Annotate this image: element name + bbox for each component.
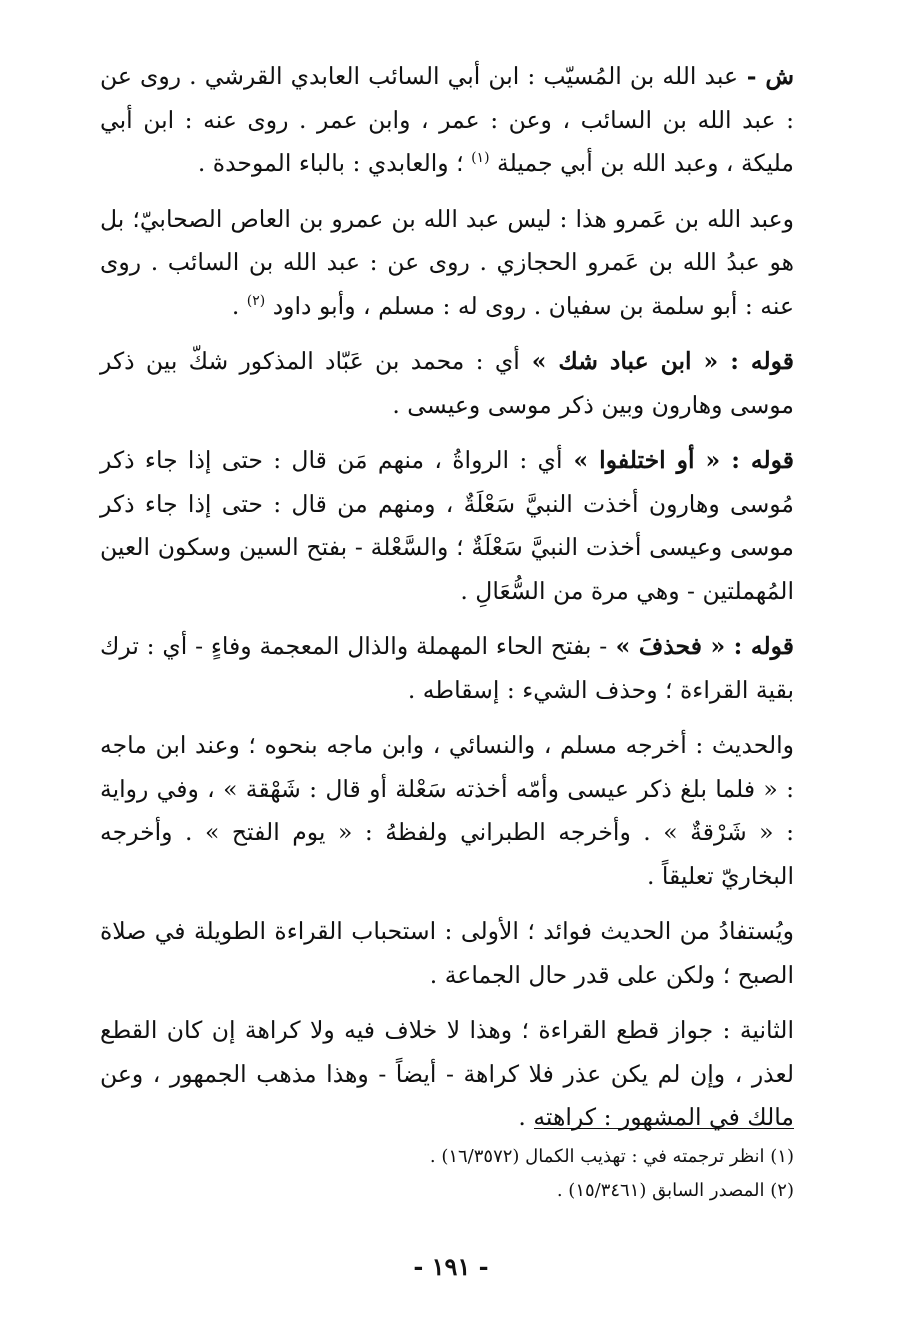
paragraph-lead: قوله : « أو اختلفوا » xyxy=(562,446,794,474)
footnote-2: (٢) المصدر السابق (١٥/٣٤٦١) . xyxy=(556,1180,794,1201)
main-text xyxy=(100,55,794,1152)
paragraph-lead: قوله : « فحذفَ » xyxy=(607,632,794,660)
paragraph-1 xyxy=(100,55,794,186)
paragraph-2 xyxy=(100,198,794,329)
paragraph-7 xyxy=(100,910,794,997)
paragraph-5 xyxy=(100,625,794,712)
footnote-ref: (١) xyxy=(471,150,490,167)
footnote-ref: (٢) xyxy=(246,292,266,309)
paragraph-text: ويُستفادُ من الحديث فوائد ؛ الأولى : استحباب القراءة الطويلة في صلاة الصبح ؛ ولكن على قدر حال الجماعة . xyxy=(100,917,794,989)
paragraph-text: والحديث : أخرجه مسلم ، والنسائي ، وابن ماجه بنحوه ؛ وعند ابن ماجه : « فلما بلغ ذكر عيسى وأمّه أخذته سَعْلة أو قال : شَهْقة » ، وفي رواية : « شَرْقةٌ » . وأخرجه الطبراني ولفظهُ : « يوم الفتح » . وأخرجه البخاريّ تعليقاً . xyxy=(100,731,794,890)
paragraph-text-tail: . xyxy=(231,291,247,320)
page-number: - ١٩١ - xyxy=(413,1252,489,1281)
paragraph-text-tail: ؛ والعابدي : بالباء الموحدة . xyxy=(197,149,472,177)
paragraph-lead: قوله : « ابن عباد شك » xyxy=(519,347,794,375)
paragraph-text: وعبد الله بن عَمرو هذا : ليس عبد الله بن عمرو بن العاص الصحابيّ؛ بل هو عبدُ الله بن عَمرو الحجازي . روى عن : عبد الله بن السائب . روى عنه : أبو سلمة بن سفيان . روى له : مسلم ، وأبو داود xyxy=(100,204,794,320)
paragraph-text: عبد الله بن المُسيّب : ابن أبي السائب العابدي القرشي . روى عن : عبد الله بن السائب ، وعن : عمر ، وابن عمر . روى عنه : ابن أبي مليكة ، وعبد الله بن أبي جميلة xyxy=(100,62,794,177)
footnote-divider xyxy=(534,1128,794,1129)
footnote-1: (١) انظر ترجمته في : تهذيب الكمال (١٦/٣٥٧٢) . xyxy=(429,1146,794,1167)
paragraph-text: - بفتح الحاء المهملة والذال المعجمة وفاءٍ - أي : ترك بقية القراءة ؛ وحذف الشيء : إسقاطه . xyxy=(100,632,794,704)
paragraph-text: الثانية : جواز قطع القراءة ؛ وهذا لا خلاف فيه ولا كراهة إن كان القطع لعذر ، وإن لم يكن عذر فلا كراهة - أيضاً - وهذا مذهب الجمهور ، وعن مالك في المشهور : كراهته . xyxy=(100,1016,794,1131)
paragraph-lead: ش - xyxy=(737,62,794,90)
footnotes xyxy=(300,1140,794,1208)
paragraph-8 xyxy=(100,1009,794,1140)
paragraph-4 xyxy=(100,439,794,613)
paragraph-text: أي : محمد بن عَبّاد المذكور شكّ بين ذكر موسى وهارون وبين ذكر موسى وعيسى . xyxy=(100,347,794,419)
paragraph-6 xyxy=(100,724,794,898)
paragraph-3 xyxy=(100,340,794,427)
paragraph-text: أي : الرواةُ ، منهم مَن قال : حتى إذا جاء ذكر مُوسى وهارون أخذت النبيَّ سَعْلَةٌ ، ومنهم من قال : حتى إذا جاء ذكر موسى وعيسى أخذت النبيَّ سَعْلَةٌ ؛ والسَّعْلة - بفتح السين وسكون العين المُهملتين - وهي مرة من السُّعَالِ . xyxy=(100,446,794,605)
